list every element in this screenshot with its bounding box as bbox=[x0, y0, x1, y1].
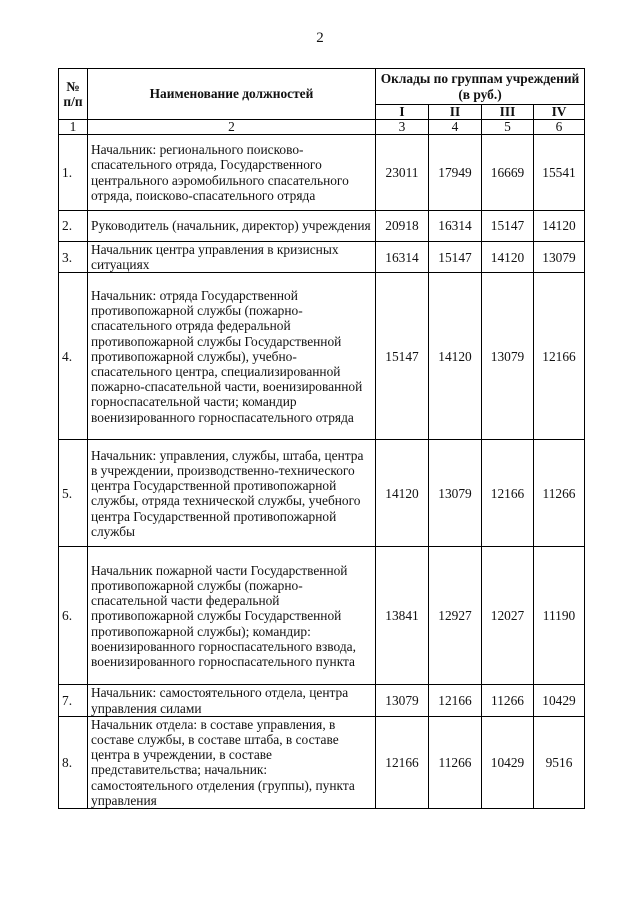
salary-group-3: 10429 bbox=[482, 716, 534, 808]
column-index: 6 bbox=[534, 120, 585, 135]
table-row bbox=[59, 211, 585, 242]
header-group-1: I bbox=[376, 105, 429, 120]
salary-group-4: 11190 bbox=[534, 547, 585, 685]
position-name: Начальник: управления, службы, штаба, центра в учреждении, производственно-технического центра Государственной противопожарной службы, отряда технической службы, учебного центра Государственной противопожарной службы bbox=[88, 440, 376, 547]
row-number: 7. bbox=[59, 685, 88, 716]
salary-group-1: 12166 bbox=[376, 716, 429, 808]
header-group-3: III bbox=[482, 105, 534, 120]
table-row bbox=[59, 273, 585, 440]
row-number: 1. bbox=[59, 135, 88, 211]
salary-group-3: 13079 bbox=[482, 273, 534, 440]
salary-group-2: 11266 bbox=[429, 716, 482, 808]
salary-group-4: 15541 bbox=[534, 135, 585, 211]
table-row bbox=[59, 685, 585, 716]
salary-group-4: 14120 bbox=[534, 211, 585, 242]
column-index-row bbox=[59, 120, 585, 135]
salary-group-4: 11266 bbox=[534, 440, 585, 547]
position-name: Руководитель (начальник, директор) учреждения bbox=[88, 211, 376, 242]
column-index: 2 bbox=[88, 120, 376, 135]
table-row bbox=[59, 242, 585, 273]
position-name: Начальник: отряда Государственной противопожарной службы (пожарно-спасательного отряда федеральной противопожарной службы Государственной противопожарной службы), учебно-спасательного центра, специализированной пожарно-спасательной части, военизированной горноспасательной части; командир военизированного горноспасательного отряда bbox=[88, 273, 376, 440]
column-index: 5 bbox=[482, 120, 534, 135]
page-number: 2 bbox=[316, 30, 324, 46]
salary-group-3: 14120 bbox=[482, 242, 534, 273]
salary-group-3: 15147 bbox=[482, 211, 534, 242]
table-row bbox=[59, 547, 585, 685]
salary-group-2: 13079 bbox=[429, 440, 482, 547]
header-num: № п/п bbox=[59, 69, 88, 120]
table-row bbox=[59, 440, 585, 547]
column-index: 1 bbox=[59, 120, 88, 135]
salary-group-3: 12166 bbox=[482, 440, 534, 547]
salary-group-1: 13841 bbox=[376, 547, 429, 685]
position-name: Начальник отдела: в составе управления, в составе службы, в составе штаба, в составе центра в учреждении, в составе представительства; начальник: самостоятельного отделения (группы), пункта управления bbox=[88, 716, 376, 808]
salary-group-1: 16314 bbox=[376, 242, 429, 273]
position-name: Начальник: самостоятельного отдела, центра управления силами bbox=[88, 685, 376, 716]
salary-group-3: 12027 bbox=[482, 547, 534, 685]
header-group-2: II bbox=[429, 105, 482, 120]
salary-group-2: 12927 bbox=[429, 547, 482, 685]
column-index: 4 bbox=[429, 120, 482, 135]
salary-table bbox=[58, 68, 585, 809]
table-row bbox=[59, 716, 585, 808]
header-name: Наименование должностей bbox=[88, 69, 376, 120]
salary-group-4: 10429 bbox=[534, 685, 585, 716]
row-number: 6. bbox=[59, 547, 88, 685]
row-number: 2. bbox=[59, 211, 88, 242]
position-name: Начальник пожарной части Государственной противопожарной службы (пожарно-спасательной части федеральной противопожарной службы Государственной противопожарной службы); командир: военизированного горноспасательного взвода, военизированного горноспасательного пункта bbox=[88, 547, 376, 685]
table-row bbox=[59, 135, 585, 211]
salary-group-2: 14120 bbox=[429, 273, 482, 440]
header-group: Оклады по группам учреждений (в руб.) bbox=[376, 69, 585, 105]
row-number: 5. bbox=[59, 440, 88, 547]
salary-group-3: 16669 bbox=[482, 135, 534, 211]
salary-group-1: 20918 bbox=[376, 211, 429, 242]
salary-group-3: 11266 bbox=[482, 685, 534, 716]
salary-group-4: 12166 bbox=[534, 273, 585, 440]
salary-group-2: 12166 bbox=[429, 685, 482, 716]
salary-group-2: 16314 bbox=[429, 211, 482, 242]
row-number: 4. bbox=[59, 273, 88, 440]
salary-group-1: 14120 bbox=[376, 440, 429, 547]
salary-group-4: 9516 bbox=[534, 716, 585, 808]
salary-group-2: 15147 bbox=[429, 242, 482, 273]
row-number: 3. bbox=[59, 242, 88, 273]
position-name: Начальник: регионального поисково-спасательного отряда, Государственного центрального аэромобильного спасательного отряда, поисково-спасательного отряда bbox=[88, 135, 376, 211]
salary-group-1: 15147 bbox=[376, 273, 429, 440]
salary-group-1: 23011 bbox=[376, 135, 429, 211]
row-number: 8. bbox=[59, 716, 88, 808]
column-index: 3 bbox=[376, 120, 429, 135]
header-group-4: IV bbox=[534, 105, 585, 120]
position-name: Начальник центра управления в кризисных ситуациях bbox=[88, 242, 376, 273]
salary-group-4: 13079 bbox=[534, 242, 585, 273]
salary-group-1: 13079 bbox=[376, 685, 429, 716]
salary-group-2: 17949 bbox=[429, 135, 482, 211]
